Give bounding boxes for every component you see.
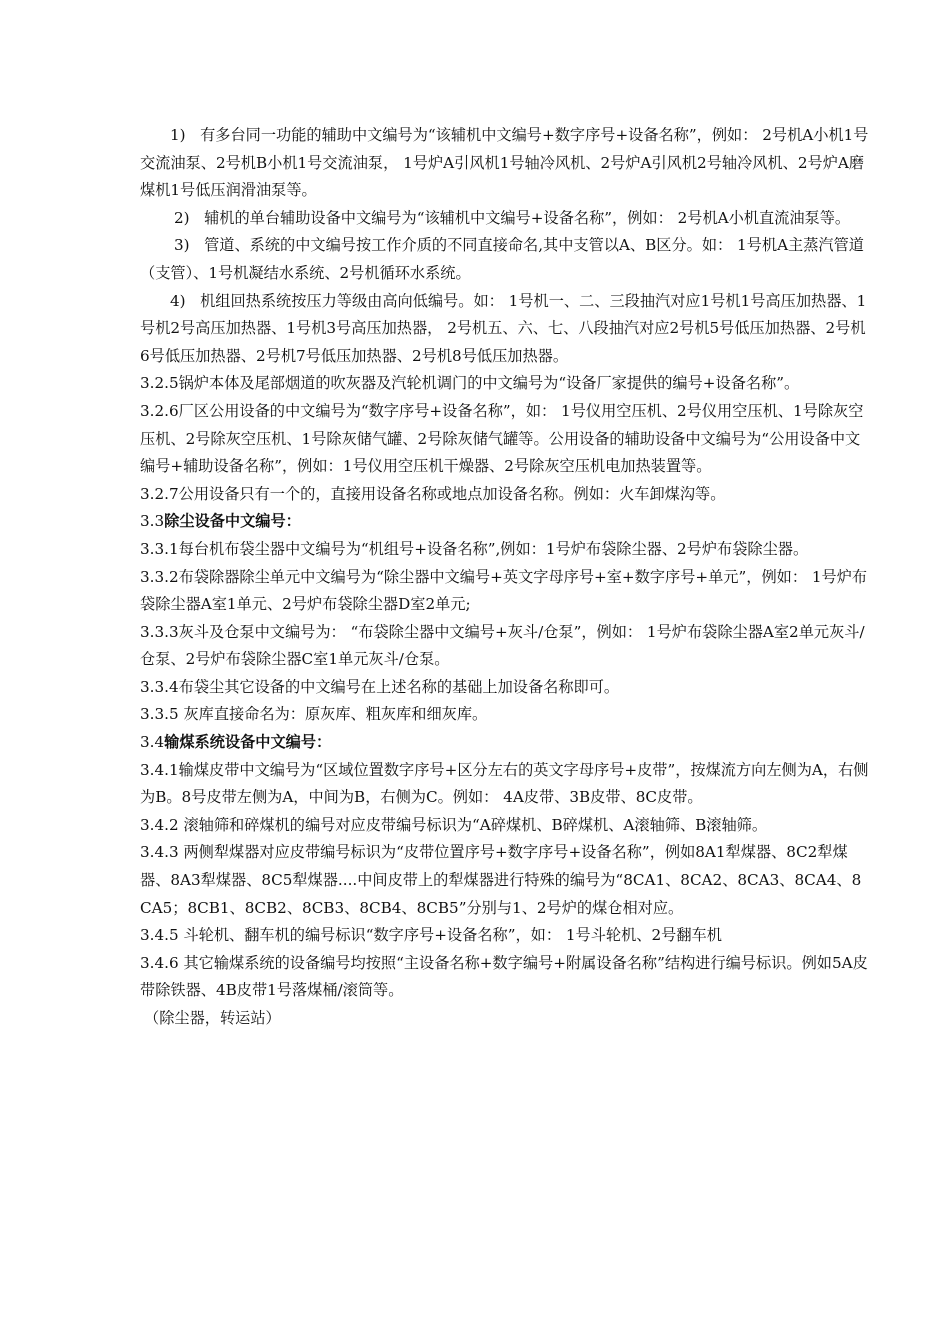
list-number: 3): [174, 236, 190, 255]
list-item-2: [140, 205, 870, 233]
section-number: 3.3: [140, 512, 165, 531]
list-number: 4): [170, 291, 186, 310]
section-heading-text: 输煤系统设备中文编号：: [164, 733, 332, 752]
section-3-3-3: 3.3.3灰斗及仓泵中文编号为： “布袋除尘器中文编号+灰斗/仓泵”，例如： 1号炉布袋除尘器A室2单元灰斗/仓泵、2号炉布袋除尘器C室1单元灰斗/仓泵。: [140, 622, 865, 669]
trailing-note: （除尘器，转运站）: [144, 1009, 281, 1027]
section-3-3-5: 3.3.5 灰库直接命名为：原灰库、粗灰库和细灰库。: [140, 705, 488, 724]
section-3-4-2: 3.4.2 滚轴筛和碎煤机的编号对应皮带编号标识为“A碎煤机、B碎煤机、A滚轴筛、B滚轴筛。: [140, 815, 768, 834]
section-3-4-3: 3.4.3 两侧犁煤器对应皮带编号标识为“皮带位置序号+数字序号+设备名称”，例如8A1犁煤器、8C2犁煤器、8A3犁煤器、8C5犁煤器....中间皮带上的犁煤器进行特殊的编号为“8CA1、8CA2、8CA3、8CA4、8CA5；8CB1、8CB2、8CB3、8CB4、8CB5”分别与1、2号炉的煤仓相对应。: [140, 843, 862, 917]
section-3-4-6: 3.4.6 其它输煤系统的设备编号均按照“主设备名称+数字编号+附属设备名称”结构进行编号标识。例如5A皮带除铁器、4B皮带1号落煤桶/滚筒等。: [140, 953, 868, 1000]
list-number: 2): [174, 208, 190, 227]
list-text: 有多台同一功能的辅助中文编号为“该辅机中文编号+数字序号+设备名称”，例如： 2号机A小机1号交流油泵、2号机B小机1号交流油泵， 1号炉A引风机1号轴冷风机、2号炉A引风机2号轴冷风机、2号炉A磨煤机1号低压润滑油泵等。: [140, 126, 869, 200]
section-heading-text: 除尘设备中文编号：: [164, 512, 301, 531]
section-3-4-5: 3.4.5 斗轮机、翻车机的编号标识“数字序号+设备名称”，如： 1号斗轮机、2号翻车机: [140, 926, 722, 945]
list-text: 机组回热系统按压力等级由高向低编号。如： 1号机一、二、三段抽汽对应1号机1号高压加热器、1号机2号高压加热器、1号机3号高压加热器， 2号机五、六、七、八段抽汽对应2号机5号低压加热器、2号机6号低压加热器、2号机7号低压加热器、2号机8号低压加热器。: [140, 291, 867, 365]
list-text: 管道、系统的中文编号按工作介质的不同直接命名,其中支管以A、B区分。如： 1号机A主蒸汽管道（支管）、1号机凝结水系统、2号机循环水系统。: [140, 236, 864, 282]
list-item-1: [140, 122, 870, 205]
list-text: 辅机的单台辅助设备中文编号为“该辅机中文编号+设备名称”，例如： 2号机A小机直流油泵等。: [204, 208, 851, 227]
section-heading-3-4: [140, 729, 870, 757]
section-3-3-4: 3.3.4布袋尘其它设备的中文编号在上述名称的基础上加设备名称即可。: [140, 677, 620, 696]
list-item-3: [140, 232, 870, 287]
section-3-4-1: 3.4.1输煤皮带中文编号为“区域位置数字序号+区分左右的英文字母序号+皮带”，按煤流方向左侧为A，右侧为B。8号皮带左侧为A，中间为B，右侧为C。例如： 4A皮带、3B皮带、8C皮带。: [140, 760, 869, 807]
list-item-4: [140, 288, 870, 371]
section-heading-3-3: [140, 508, 870, 536]
list-number: 1): [170, 126, 186, 144]
section-3-3-1: 3.3.1每台机布袋尘器中文编号为“机组号+设备名称”,例如：1号炉布袋除尘器、2号炉布袋除尘器。: [140, 539, 809, 558]
section-3-2-7: 3.2.7公用设备只有一个的，直接用设备名称或地点加设备名称。例如：火车卸煤沟等。: [140, 484, 726, 503]
document-body: [140, 122, 870, 1033]
section-3-2-5: 3.2.5锅炉本体及尾部烟道的吹灰器及汽轮机调门的中文编号为“设备厂家提供的编号+设备名称”。: [140, 374, 800, 393]
section-3-3-2: 3.3.2布袋除器除尘单元中文编号为“除尘器中文编号+英文字母序号+室+数字序号+单元”，例如： 1号炉布袋除尘器A室1单元、2号炉布袋除尘器D室2单元;: [140, 567, 868, 614]
section-number: 3.4: [140, 733, 165, 752]
section-3-2-6: 3.2.6厂区公用设备的中文编号为“数字序号+设备名称”，如： 1号仪用空压机、2号仪用空压机、1号除灰空压机、2号除灰空压机、1号除灰储气罐、2号除灰储气罐等。公用设备的辅助设备中文编号为“公用设备中文编号+辅助设备名称”，例如：1号仪用空压机干燥器、2号除灰空压机电加热装置等。: [140, 401, 864, 476]
